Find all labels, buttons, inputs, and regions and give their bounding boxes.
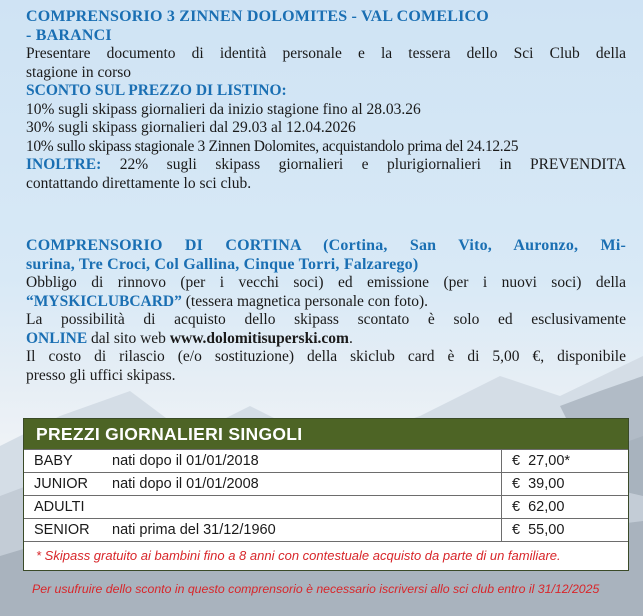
row-condition: nati prima del 31/12/1960: [112, 522, 276, 538]
website-link[interactable]: www.dolomitisuperski.com: [169, 329, 349, 347]
online-line: [26, 330, 626, 349]
row-category: BABY: [34, 453, 73, 469]
price-table: [23, 418, 629, 571]
card-desc: (tessera magnetica personale con foto).: [181, 292, 429, 310]
row-category: JUNIOR: [34, 476, 88, 492]
costo-text: Il costo di rilascio (e/o sostituzione) della skiclub card è di 5,00 €, disponibile: [26, 348, 626, 365]
intro-text: Presentare documento di identità personale e la tessera dello Sci Club della: [26, 45, 626, 62]
table-row: [24, 518, 628, 541]
discount-heading: SCONTO SUL PREZZO DI LISTINO:: [26, 82, 287, 99]
intro-text-cont: stagione in corso: [26, 63, 132, 81]
row-condition: nati dopo il 01/01/2018: [112, 453, 259, 469]
section-3-zinnen: [26, 8, 626, 193]
online-label: ONLINE: [26, 329, 88, 347]
section-title-cont: - BARANCI: [26, 26, 112, 44]
row-category: ADULTI: [34, 499, 85, 515]
row-price: € 27,00*: [501, 450, 628, 472]
online-end: .: [348, 329, 353, 347]
inoltre-line: [26, 156, 626, 175]
discount-item: 30% sugli skipass giornalieri dal 29.03 al 12.04.2026: [26, 119, 356, 136]
card-name: “MYSKICLUBCARD”: [26, 292, 182, 310]
inoltre-label: INOLTRE:: [26, 156, 102, 173]
obbligo-text: Obbligo di rinnovo (per i vecchi soci) ed emissione (per i nuovi soci) della: [26, 274, 626, 291]
section-cortina: [26, 237, 626, 385]
row-condition: nati dopo il 01/01/2008: [112, 476, 259, 492]
online-text: dal sito web: [87, 329, 170, 347]
discount-item: 10% sullo skipass stagionale 3 Zinnen Dolomites, acquistandolo prima del 24.12.25: [26, 137, 519, 155]
row-condition: [112, 496, 501, 518]
row-price: € 62,00: [501, 496, 628, 518]
row-category: SENIOR: [34, 522, 90, 538]
table-row: [24, 495, 628, 518]
table-row: [24, 449, 628, 472]
costo-text-cont: presso gli uffici skipass.: [26, 366, 176, 384]
table-header: PREZZI GIORNALIERI SINGOLI: [24, 419, 628, 449]
discount-item: 10% sugli skipass giornalieri da inizio stagione fino al 28.03.26: [26, 100, 421, 118]
inoltre-text-cont: contattando direttamente lo sci club.: [26, 174, 252, 192]
section-title: COMPRENSORIO DI CORTINA (Cortina, San Vito, Auronzo, Mi-: [26, 237, 626, 254]
section-title-cont: surina, Tre Croci, Col Gallina, Cinque Torri, Falzarego): [26, 255, 419, 273]
card-line: [26, 293, 626, 312]
row-price: € 39,00: [501, 473, 628, 495]
table-row: [24, 472, 628, 495]
possibilita-text: La possibilità di acquisto dello skipass scontato è solo ed esclusivamente: [26, 311, 626, 328]
section-title: COMPRENSORIO 3 ZINNEN DOLOMITES - VAL COMELICO: [26, 8, 489, 25]
row-price: € 55,00: [501, 519, 628, 541]
inoltre-text: 22% sugli skipass giornalieri e plurigiornalieri in PREVENDITA: [119, 156, 626, 173]
table-footnote: * Skipass gratuito ai bambini fino a 8 anni con contestuale acquisto da parte di un familiare.: [24, 541, 628, 570]
footer-note: Per usufruire dello sconto in questo comprensorio è necessario iscriversi allo sci club entro il 31/12/2025: [32, 582, 600, 596]
